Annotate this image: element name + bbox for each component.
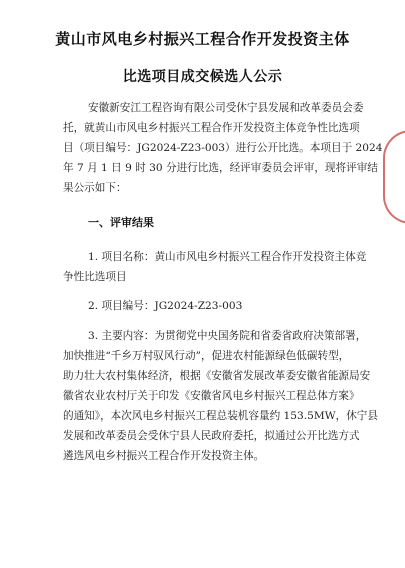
document-title-line2: 比选项目成交候选人公示	[122, 69, 283, 85]
intro-line: 年 7 月 1 日 9 时 30 分进行比选，经评审委员会评审，现将评审结	[63, 162, 378, 174]
red-seal-stamp	[383, 130, 405, 224]
item-project-number: 2. 项目编号：JG2024-Z23-003	[88, 300, 243, 312]
item1-line: 1. 项目名称：黄山市风电乡村振兴工程合作开发投资主体竞	[88, 251, 367, 263]
intro-line: 安徽新安江工程咨询有限公司受休宁县发展和改革委员会委	[88, 102, 364, 114]
item3-line: 徽省农业农村厅关于印发《安徽省风电乡村振兴工程总体方案》	[63, 390, 360, 402]
intro-line: 目（项目编号：JG2024-Z23-003）进行公开比选。本项目于 2024	[63, 142, 383, 154]
section-heading-review-results: 一、评审结果	[88, 216, 154, 229]
item3-line: 助力壮大农村集体经济，根据《安徽省发展改革委安徽省能源局安	[63, 370, 371, 382]
intro-line: 果公示如下：	[63, 182, 127, 194]
item1-line: 争性比选项目	[63, 271, 127, 283]
item3-line: 的通知》，本次风电乡村振兴工程总装机容量约 153.5MW，休宁县	[63, 410, 378, 422]
intro-line: 托，就黄山市风电乡村振兴工程合作开发投资主体竞争性比选项	[63, 122, 360, 134]
item3-line: 3. 主要内容：为贯彻党中央国务院和省委省政府决策部署，	[88, 330, 367, 342]
item3-line: 发展和改革委员会受休宁县人民政府委托，拟通过公开比选方式	[63, 430, 360, 442]
item3-line: 加快推进“千乡万村驭风行动”，促进农村能源绿色低碳转型，	[63, 350, 350, 362]
item3-line: 遴选风电乡村振兴工程合作开发投资主体。	[63, 450, 265, 462]
document-title-line1: 黄山市风电乡村振兴工程合作开发投资主体	[55, 30, 350, 48]
